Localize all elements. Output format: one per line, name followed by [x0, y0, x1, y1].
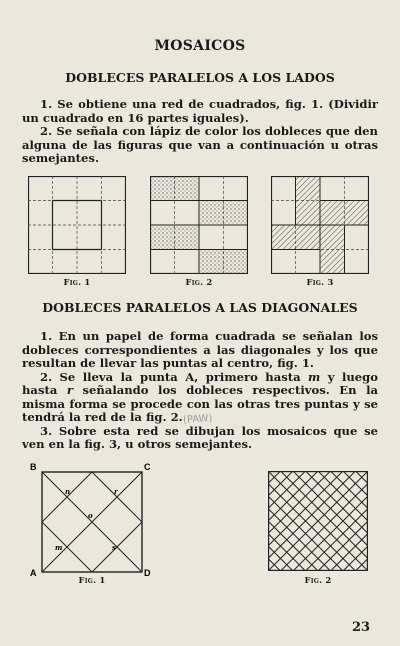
point-label-s: s	[112, 543, 116, 552]
corner-label-b: B	[30, 462, 37, 472]
page-number: 23	[352, 620, 371, 635]
top-figure-3-hatched	[271, 176, 369, 274]
bottom-figure-1-diagonals	[28, 462, 156, 576]
top-figure-3-caption: Fig. 3	[306, 278, 334, 288]
section1-paragraph-2: 2. Se señala con lápiz de color los dobleces que den alguna de las figuras que van a continuación u otras semejantes.	[22, 124, 378, 165]
bottom-figure-2-caption: Fig. 2	[304, 576, 332, 586]
point-label-n: n	[65, 487, 71, 496]
section2-paragraph-2: 2. Se lleva la punta A, primero hasta m y luego hasta r señalando los dobleces respectivos. En la misma forma se procede con las otras tres puntas y se tendrá la red de la fig. 2.	[22, 369, 378, 424]
top-figure-1-caption: Fig. 1	[63, 278, 91, 288]
section2-paragraph-3: 3. Sobre esta red se dibujan los mosaicos que se ven en la fig. 3, u otros semejantes.	[22, 423, 378, 451]
top-figure-2-caption: Fig. 2	[185, 278, 213, 288]
point-label-r: r	[114, 487, 118, 496]
section1-text	[22, 98, 378, 166]
corner-label-d: D	[144, 568, 151, 576]
point-label-m: m	[55, 543, 63, 552]
point-label-o: o	[88, 511, 93, 520]
top-figure-2-dotted	[150, 176, 248, 274]
page-title: MOSAICOS	[154, 38, 246, 54]
corner-label-c: C	[144, 462, 151, 472]
section2-heading: DOBLECES PARALELOS A LAS DIAGONALES	[42, 300, 358, 315]
section2-paragraph-1: 1. En un papel de forma cuadrada se señalan los dobleces correspondientes a las diagonales y los que resultan de llevar las puntas al centro, fig. 1.	[22, 329, 378, 370]
bottom-figure-2-lattice	[268, 471, 368, 571]
section2-text	[22, 330, 378, 452]
section1-paragraph-1: 1. Se obtiene una red de cuadrados, fig. 1. (Dividir un cuadrado en 16 partes iguales).	[22, 97, 378, 125]
bottom-figure-1-caption: Fig. 1	[78, 576, 106, 586]
top-figure-1-grid	[28, 176, 126, 274]
handwritten-note: (PAW)	[182, 412, 213, 427]
corner-label-a: A	[30, 568, 37, 576]
section1-heading: DOBLECES PARALELOS A LOS LADOS	[65, 70, 335, 85]
